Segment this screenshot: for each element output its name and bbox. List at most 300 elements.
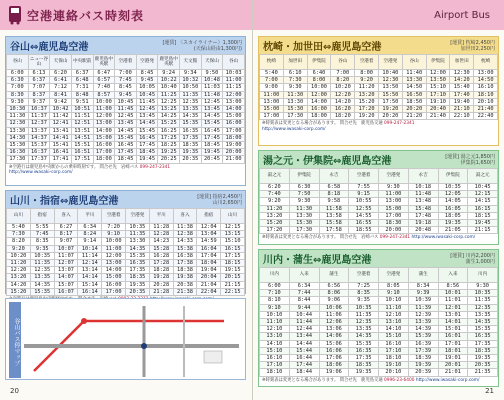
table-cell: 16:45	[201, 127, 223, 134]
table-cell: 14:30	[7, 134, 29, 141]
table-cell: 19:06	[319, 369, 349, 376]
table-cell: 13:50	[378, 84, 402, 91]
table-cell: 19:35	[349, 369, 379, 376]
table-cell: 9:45	[136, 77, 158, 84]
table-cell: 12:37	[28, 120, 50, 127]
table-cell: 16:05	[438, 205, 468, 212]
table-cell: 19:00	[223, 142, 245, 149]
fare-info: [運賃] 〈スカイライナー〉1,300円 (天保山経由1,300円)	[162, 39, 242, 52]
table-row	[260, 333, 498, 340]
table-cell: 14:07	[54, 274, 78, 281]
section-title	[6, 37, 245, 54]
table-cell: 15:45	[201, 120, 223, 127]
table-cell: 13:00	[102, 260, 126, 267]
table-cell: 9:34	[180, 70, 202, 77]
footnote	[259, 377, 498, 384]
table-row	[7, 84, 245, 91]
table-cell: 10:32	[180, 77, 202, 84]
table-cell: 8:17	[54, 231, 78, 238]
table-cell: 7:00	[115, 70, 137, 77]
table-cell: 13:25	[158, 106, 180, 113]
table-cell: 14:00	[223, 106, 245, 113]
table-cell: 8:44	[289, 297, 319, 304]
table-cell: 10:35	[468, 290, 498, 297]
table-cell: 17:20	[260, 227, 290, 234]
table-cell: 18:50	[402, 98, 426, 105]
table-cell: 8:00	[307, 77, 331, 84]
table-cell: 18:01	[438, 347, 468, 354]
section-tanimachi	[5, 36, 246, 186]
table-cell: 12:00	[426, 70, 450, 77]
table-cell: 10:18	[408, 184, 438, 191]
column-header: 川内	[260, 268, 290, 283]
table-row	[7, 120, 245, 127]
table-cell: 12:51	[71, 120, 93, 127]
table-cell: 16:37	[28, 149, 50, 156]
table-cell: 11:51	[71, 113, 93, 120]
table-cell: 12:30	[450, 70, 474, 77]
table-cell: 6:57	[93, 77, 115, 84]
table-cell: 8:48	[71, 91, 93, 98]
table-cell: 20:28	[149, 281, 173, 288]
table-cell: 8:24	[78, 231, 102, 238]
table-cell: 9:15	[349, 191, 379, 198]
table-cell: 12:45	[136, 106, 158, 113]
route-title: 湯之元・伊集院⇔鹿児島空港	[263, 156, 392, 167]
table-cell: 9:58	[319, 198, 349, 205]
table-cell: 12:14	[78, 260, 102, 267]
table-cell: 17:25	[158, 134, 180, 141]
table-cell: 11:35	[30, 260, 54, 267]
table-cell: 13:35	[180, 106, 202, 113]
table-cell: 15:00	[102, 274, 126, 281]
table-cell: 16:04	[197, 245, 221, 252]
table-cell: 7:44	[289, 290, 319, 297]
table-cell: 12:41	[50, 120, 72, 127]
route-title: 山川・指宿⇔鹿児島空港	[10, 196, 119, 207]
table-cell: 17:35	[468, 340, 498, 347]
table-cell: 17:51	[71, 156, 93, 163]
table-cell: 19:28	[149, 274, 173, 281]
table-cell: 20:10	[379, 369, 409, 376]
section-sendai	[258, 249, 499, 387]
table-cell: 12:20	[331, 91, 355, 98]
table-cell: 13:30	[289, 212, 319, 219]
table-cell: 14:45	[136, 120, 158, 127]
table-cell: 16:06	[319, 347, 349, 354]
table-row	[7, 127, 245, 134]
column-header: 空港発	[378, 55, 402, 70]
table-cell: 18:45	[201, 142, 223, 149]
table-cell: 11:40	[402, 70, 426, 77]
table-cell: 20:45	[201, 156, 223, 163]
column-header: 空港着	[102, 209, 126, 224]
column-header: 空港着	[349, 169, 379, 184]
table-cell: 17:00	[102, 288, 126, 295]
table-cell: 14:25	[158, 113, 180, 120]
table-cell: 17:01	[438, 340, 468, 347]
table-cell: 16:25	[158, 127, 180, 134]
table-cell: 17:15	[221, 252, 245, 259]
table-cell: 20:20	[402, 106, 426, 113]
table-cell: 16:35	[125, 260, 149, 267]
table-cell: 11:14	[78, 252, 102, 259]
table-cell: 17:28	[149, 260, 173, 267]
table-header-row	[260, 169, 498, 184]
table-cell: 16:35	[349, 347, 379, 354]
table-cell: 15:40	[450, 84, 474, 91]
table-cell: 16:38	[173, 252, 197, 259]
column-header: 入来	[289, 268, 319, 283]
table-cell: 14:20	[331, 98, 355, 105]
table-cell: 9:30	[289, 198, 319, 205]
table-cell: 8:06	[319, 290, 349, 297]
table-cell: 15:35	[180, 120, 202, 127]
column-header: ニュー谷山	[28, 55, 50, 70]
table-cell: 19:35	[180, 149, 202, 156]
table-cell: 14:23	[149, 238, 173, 245]
table-cell: 13:10	[260, 333, 290, 340]
table-cell: 17:30	[289, 227, 319, 234]
table-cell: 10:44	[289, 311, 319, 318]
section-title	[259, 37, 498, 54]
table-cell: 22:40	[474, 113, 498, 120]
table-cell: 11:00	[102, 245, 126, 252]
table-cell: 13:20	[260, 212, 290, 219]
table-row	[7, 260, 245, 267]
map-label: 谷山バス停マップ	[9, 302, 21, 378]
table-cell: 13:37	[28, 127, 50, 134]
column-header: 天保山	[201, 55, 223, 70]
table-cell: 20:35	[468, 362, 498, 369]
table-cell: 16:15	[468, 205, 498, 212]
table-cell: 11:10	[379, 304, 409, 311]
table-cell: 16:00	[102, 281, 126, 288]
table-cell: 14:15	[468, 198, 498, 205]
table-cell: 13:41	[50, 127, 72, 134]
table-cell: 17:35	[349, 355, 379, 362]
table-cell: 10:10	[260, 311, 290, 318]
route-title: 枕崎・加世田⇔鹿児島空港	[263, 42, 382, 53]
table-cell: 15:35	[30, 288, 54, 295]
table-cell: 19:38	[173, 274, 197, 281]
table-cell: 15:00	[223, 113, 245, 120]
table-cell: 17:00	[223, 127, 245, 134]
table-cell: 17:00	[379, 212, 409, 219]
table-row	[260, 340, 498, 347]
column-header: 鹿児島中央駅	[93, 55, 115, 70]
column-header: 山川	[7, 209, 31, 224]
table-cell: 19:39	[408, 362, 438, 369]
table-cell: 18:35	[125, 274, 149, 281]
column-header: 伊集院	[438, 169, 468, 184]
table-cell: 9:14	[78, 238, 102, 245]
table-row	[260, 212, 498, 219]
table-cell: 6:20	[50, 70, 72, 77]
table-cell: 7:31	[71, 84, 93, 91]
table-cell: 13:14	[78, 267, 102, 274]
table-row	[7, 267, 245, 274]
bus-icon	[8, 5, 22, 25]
table-cell: 12:10	[379, 311, 409, 318]
table-cell: 13:45	[201, 106, 223, 113]
table-cell: 12:30	[378, 77, 402, 84]
table-cell: 22:15	[221, 288, 245, 295]
table-cell: 10:48	[201, 77, 223, 84]
route-title: 川内・蒲生⇔鹿児島空港	[263, 255, 372, 266]
table-cell: 10:35	[438, 184, 468, 191]
table-cell: 11:10	[260, 319, 290, 326]
column-header: 空港発	[379, 268, 409, 283]
table-cell: 9:10	[102, 231, 126, 238]
table-cell: 9:07	[54, 238, 78, 245]
fare-info: [運賃] 指宿2,450円 山川2,650円	[197, 193, 242, 206]
table-row	[260, 98, 498, 105]
table-cell: 10:40	[158, 84, 180, 91]
table-cell: 21:01	[438, 369, 468, 376]
table-cell: 20:15	[221, 274, 245, 281]
table-cell: 18:10	[474, 91, 498, 98]
table-cell: 14:39	[408, 326, 438, 333]
table-cell: 10:07	[54, 245, 78, 252]
table-row	[260, 326, 498, 333]
column-header: 指宿	[197, 209, 221, 224]
table-row	[7, 70, 245, 77]
website-link[interactable]: http://www.iwasaki-corp.com/	[411, 235, 476, 241]
table-cell: 6:00	[260, 283, 290, 290]
column-header: 加世田	[283, 55, 307, 70]
table-cell: 16:55	[349, 220, 379, 227]
table-cell: 11:42	[50, 113, 72, 120]
table-cell: 13:44	[289, 333, 319, 340]
table-cell: 9:39	[408, 290, 438, 297]
table-cell: 13:00	[260, 98, 284, 105]
table-cell: 5:55	[30, 224, 54, 231]
table-cell: 7:50	[289, 191, 319, 198]
table-cell: 7:55	[349, 184, 379, 191]
table-cell: 13:00	[93, 120, 115, 127]
website-link[interactable]: http://www.iwasaki-corp.com/	[262, 126, 326, 132]
table-cell: 8:05	[379, 283, 409, 290]
table-cell: 15:30	[289, 220, 319, 227]
table-cell: 15:10	[260, 347, 290, 354]
phone-number: 0996-23-6400	[384, 377, 415, 383]
table-cell: 10:20	[331, 84, 355, 91]
table-cell: 9:30	[7, 98, 29, 105]
website-link[interactable]: http://www.iwasaki-corp.com/	[9, 169, 73, 175]
table-cell: 8:45	[115, 84, 137, 91]
table-cell: 15:37	[28, 142, 50, 149]
table-cell: 6:30	[7, 77, 29, 84]
table-cell: 22:04	[197, 288, 221, 295]
table-cell: 17:45	[201, 134, 223, 141]
table-cell: 7:30	[7, 231, 31, 238]
table-header-row	[260, 268, 498, 283]
table-header-row	[260, 55, 498, 70]
table-cell: 12:35	[30, 267, 54, 274]
table-row	[7, 238, 245, 245]
table-cell: 10:55	[349, 198, 379, 205]
column-header: 枕崎	[474, 55, 498, 70]
table-cell: 12:45	[115, 113, 137, 120]
table-cell: 15:06	[319, 340, 349, 347]
table-row	[7, 91, 245, 98]
table-row	[260, 362, 498, 369]
table-cell: 13:30	[7, 127, 29, 134]
footnote	[6, 164, 245, 176]
table-cell: 14:45	[115, 127, 137, 134]
table-cell: 12:44	[289, 326, 319, 333]
table-cell: 19:25	[158, 149, 180, 156]
table-cell: 15:35	[349, 340, 379, 347]
table-cell: 18:39	[408, 355, 438, 362]
table-cell: 11:58	[319, 205, 349, 212]
table-cell: 15:35	[468, 326, 498, 333]
table-cell: 14:14	[78, 274, 102, 281]
table-cell: 11:07	[54, 252, 78, 259]
table-cell: 20:10	[474, 98, 498, 105]
table-cell: 8:34	[408, 283, 438, 290]
table-row	[7, 134, 245, 141]
column-header: 空港着	[349, 268, 379, 283]
table-cell: 13:00	[474, 70, 498, 77]
table-cell: 6:37	[28, 77, 50, 84]
table-cell: 6:47	[93, 70, 115, 77]
timetable	[6, 208, 245, 296]
table-row	[7, 224, 245, 231]
table-row	[260, 77, 498, 84]
table-cell: 9:20	[355, 77, 379, 84]
table-cell: 12:00	[102, 252, 126, 259]
table-cell: 13:20	[7, 274, 31, 281]
table-row	[260, 304, 498, 311]
table-cell: 17:30	[283, 113, 307, 120]
table-cell: 18:35	[180, 142, 202, 149]
column-header: 中央駅前	[71, 55, 93, 70]
column-header: 平川	[78, 209, 102, 224]
website-link[interactable]: http://www.iwasaki-corp.com/	[415, 377, 480, 383]
table-cell: 13:58	[319, 212, 349, 219]
table-cell: 18:04	[197, 260, 221, 267]
page-title: 空港連絡バス時刻表	[27, 8, 145, 23]
table-cell: 15:39	[408, 333, 438, 340]
table-cell: 16:28	[149, 252, 173, 259]
table-cell: 16:00	[223, 120, 245, 127]
table-cell: 19:20	[355, 113, 379, 120]
table-cell: 14:35	[468, 319, 498, 326]
table-cell: 18:20	[331, 113, 355, 120]
table-cell: 6:58	[319, 184, 349, 191]
table-cell: 17:35	[180, 134, 202, 141]
table-cell: 11:00	[223, 77, 245, 84]
route-title: 谷山⇔鹿児島空港	[10, 42, 89, 53]
table-cell: 13:35	[349, 326, 379, 333]
table-cell: 20:48	[408, 227, 438, 234]
table-cell: 16:35	[468, 333, 498, 340]
table-row	[7, 98, 245, 105]
note-text: ※時刻表は変更となる場合があります。 問合せ先 岩崎バス	[262, 235, 379, 241]
table-cell: 6:27	[54, 224, 78, 231]
table-cell: 8:00	[355, 70, 379, 77]
table-cell: 17:10	[426, 91, 450, 98]
table-cell: 16:20	[331, 106, 355, 113]
table-cell: 13:30	[283, 98, 307, 105]
phone-number: 099-247-2341	[139, 164, 171, 170]
table-cell: 6:56	[319, 283, 349, 290]
column-header: 枕崎	[260, 55, 284, 70]
table-cell: 13:30	[125, 238, 149, 245]
table-cell: 16:10	[474, 84, 498, 91]
table-cell: 16:14	[78, 288, 102, 295]
table-cell: 16:00	[93, 142, 115, 149]
table-cell: 13:35	[30, 274, 54, 281]
column-header: 谷山	[223, 55, 245, 70]
column-header: 永吉	[319, 169, 349, 184]
table-cell: 14:33	[173, 238, 197, 245]
table-row	[7, 252, 245, 259]
table-cell: 11:30	[7, 113, 29, 120]
fare-info: [運賃] 枕崎2,450円 加世田2,250円	[450, 39, 495, 52]
table-cell: 8:45	[136, 70, 158, 77]
table-cell: 8:18	[319, 191, 349, 198]
table-cell: 19:18	[408, 220, 438, 227]
column-header: 空港発	[379, 169, 409, 184]
table-cell: 10:45	[115, 98, 137, 105]
table-cell: 14:41	[50, 134, 72, 141]
table-cell: 12:30	[7, 120, 29, 127]
column-header: 空港発	[125, 209, 149, 224]
table-row	[260, 347, 498, 354]
table-cell: 14:00	[93, 127, 115, 134]
table-cell: 11:28	[149, 224, 173, 231]
table-cell: 13:50	[426, 77, 450, 84]
table-cell: 18:10	[260, 369, 290, 376]
table-cell: 10:00	[307, 84, 331, 91]
table-cell: 18:38	[173, 267, 197, 274]
table-cell: 7:25	[349, 283, 379, 290]
table-cell: 11:48	[201, 91, 223, 98]
note-text: ※空港行は鹿児島中央駅からの乗車時刻です。 問合せ先 岩崎バス	[9, 164, 139, 170]
table-cell: 12:35	[180, 98, 202, 105]
table-cell: 15:41	[50, 142, 72, 149]
table-cell: 16:41	[50, 149, 72, 156]
table-cell: 9:10	[260, 304, 290, 311]
column-header: 空港着	[355, 55, 379, 70]
table-cell: 12:39	[408, 311, 438, 318]
table-cell: 18:15	[468, 212, 498, 219]
table-cell: 6:40	[307, 70, 331, 77]
table-row	[7, 149, 245, 156]
table-cell: 20:39	[408, 369, 438, 376]
table-cell: 12:00	[307, 91, 331, 98]
column-header: 伊集院	[307, 55, 331, 70]
table-row	[7, 142, 245, 149]
table-cell: 13:00	[223, 98, 245, 105]
table-cell: 13:00	[379, 198, 409, 205]
table-cell: 17:10	[260, 362, 290, 369]
column-header: 谷山	[402, 55, 426, 70]
table-cell: 12:45	[201, 98, 223, 105]
table-cell: 10:05	[136, 84, 158, 91]
table-cell: 10:37	[28, 106, 50, 113]
timetable	[259, 54, 498, 120]
table-cell: 18:35	[468, 347, 498, 354]
table-cell: 13:45	[136, 113, 158, 120]
table-cell: 12:05	[438, 191, 468, 198]
column-header: 蒲生	[408, 268, 438, 283]
table-cell: 15:58	[319, 220, 349, 227]
table-cell: 11:25	[158, 91, 180, 98]
